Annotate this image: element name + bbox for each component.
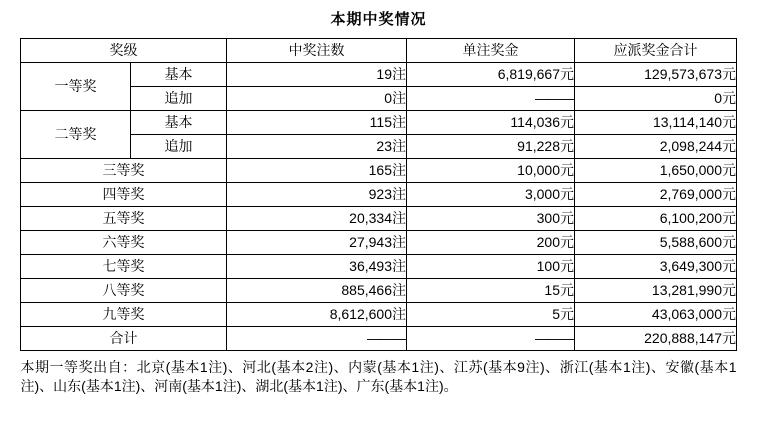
winning-count: 0注: [227, 87, 407, 111]
column-header-count: 中奖注数: [227, 39, 407, 63]
table-header-row: [21, 39, 737, 63]
winning-count: 165注: [227, 159, 407, 183]
prize-level: 四等奖: [21, 183, 227, 207]
prize-level: 三等奖: [21, 159, 227, 183]
table-row: [21, 111, 737, 135]
table-row: [21, 183, 737, 207]
prize-table: [20, 38, 737, 351]
single-prize: 5元: [407, 303, 575, 327]
table-row-total: [21, 327, 737, 351]
winning-count: 19注: [227, 63, 407, 87]
total-prize: 13,114,140元: [575, 111, 737, 135]
table-row: [21, 159, 737, 183]
prize-subtype: 追加: [131, 87, 227, 111]
prize-level: 五等奖: [21, 207, 227, 231]
table-row: [21, 255, 737, 279]
prize-level: 九等奖: [21, 303, 227, 327]
page-title: 本期中奖情况: [330, 11, 427, 28]
table-row: [21, 231, 737, 255]
lottery-prize-page: [0, 8, 757, 424]
column-header-total-prize: 应派奖金合计: [575, 39, 737, 63]
total-prize: 129,573,673元: [575, 63, 737, 87]
single-prize: 6,819,667元: [407, 63, 575, 87]
prize-level: 一等奖: [21, 63, 131, 111]
single-prize: ———: [407, 327, 575, 351]
column-header-single-prize: 单注奖金: [407, 39, 575, 63]
prize-level: 八等奖: [21, 279, 227, 303]
single-prize: ———: [407, 87, 575, 111]
winning-count: ———: [227, 327, 407, 351]
single-prize: 114,036元: [407, 111, 575, 135]
total-prize: 2,098,244元: [575, 135, 737, 159]
single-prize: 100元: [407, 255, 575, 279]
winning-count: 23注: [227, 135, 407, 159]
winning-count: 8,612,600注: [227, 303, 407, 327]
total-prize: 0元: [575, 87, 737, 111]
single-prize: 91,228元: [407, 135, 575, 159]
prize-subtype: 追加: [131, 135, 227, 159]
table-row: [21, 279, 737, 303]
total-prize: 3,649,300元: [575, 255, 737, 279]
winning-count: 885,466注: [227, 279, 407, 303]
single-prize: 3,000元: [407, 183, 575, 207]
table-row: [21, 303, 737, 327]
total-prize: 13,281,990元: [575, 279, 737, 303]
column-header-level: 奖级: [21, 39, 227, 63]
single-prize: 10,000元: [407, 159, 575, 183]
prize-level: 二等奖: [21, 111, 131, 159]
total-prize: 1,650,000元: [575, 159, 737, 183]
table-row: [21, 63, 737, 87]
table-row: [21, 207, 737, 231]
prize-subtype: 基本: [131, 63, 227, 87]
total-prize: 5,588,600元: [575, 231, 737, 255]
total-prize: 220,888,147元: [575, 327, 737, 351]
winning-count: 115注: [227, 111, 407, 135]
prize-subtype: 基本: [131, 111, 227, 135]
total-prize: 6,100,200元: [575, 207, 737, 231]
winning-count: 923注: [227, 183, 407, 207]
winning-count: 27,943注: [227, 231, 407, 255]
footnote: 本期一等奖出自：北京(基本1注)、河北(基本2注)、内蒙(基本1注)、江苏(基本9注)、浙江(基本1注)、安徽(基本1注)、山东(基本1注)、河南(基本1注)、湖北(基本1注)、广东(基本1注)。: [20, 359, 737, 394]
winning-count: 36,493注: [227, 255, 407, 279]
prize-level: 合计: [21, 327, 227, 351]
total-prize: 2,769,000元: [575, 183, 737, 207]
prize-level: 七等奖: [21, 255, 227, 279]
single-prize: 15元: [407, 279, 575, 303]
prize-level: 六等奖: [21, 231, 227, 255]
single-prize: 300元: [407, 207, 575, 231]
total-prize: 43,063,000元: [575, 303, 737, 327]
single-prize: 200元: [407, 231, 575, 255]
winning-count: 20,334注: [227, 207, 407, 231]
